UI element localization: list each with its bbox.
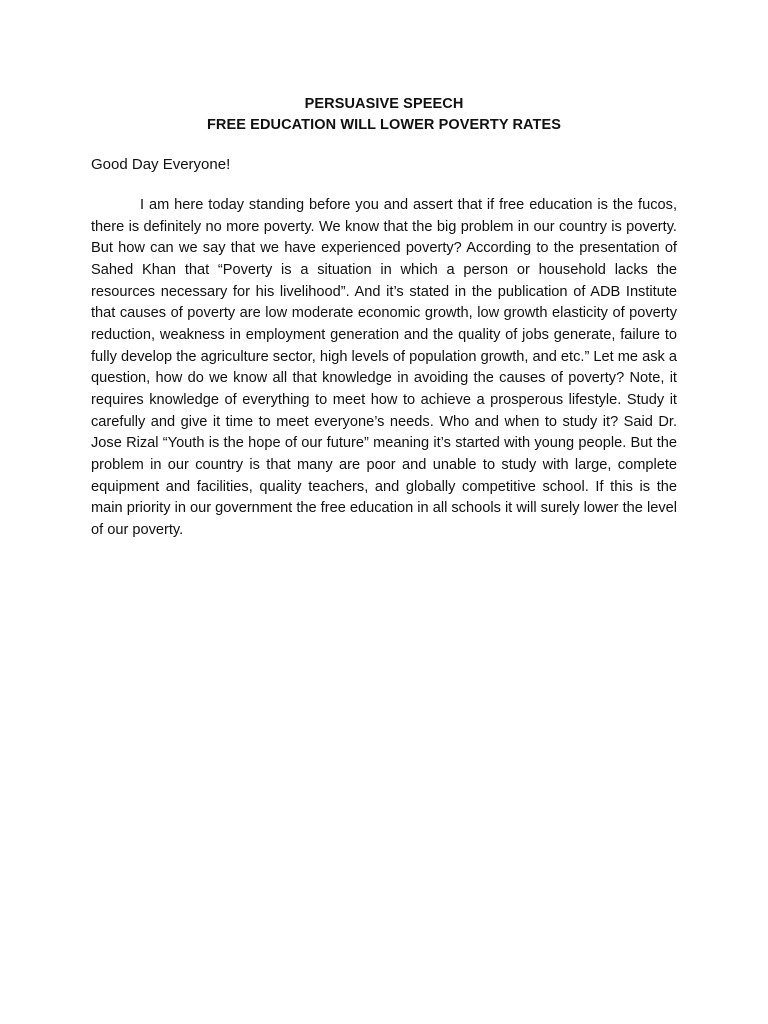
greeting: Good Day Everyone! <box>91 156 231 173</box>
title-block <box>0 94 768 136</box>
document-title: PERSUASIVE SPEECH <box>304 96 464 112</box>
body-paragraph: I am here today standing before you and assert that if free education is the fucos, there is definitely no more poverty. We know that the big problem in our country is poverty. But how can we say that we have experienced poverty? According to the presentation of Sahed Khan that “Poverty is a situation in which a person or household lacks the resources necessary for his livelihood”. And it’s stated in the publication of ADB Institute that causes of poverty are low moderate economic growth, low growth elasticity of poverty reduction, weakness in employment generation and the quality of jobs generate, failure to fully develop the agriculture sector, high levels of population growth, and etc.” Let me ask a question, how do we know all that knowledge in avoiding the causes of poverty? Note, it requires knowledge of everything to meet how to achieve a prosperous lifestyle. Study it carefully and give it time to meet everyone’s needs. Who and when to study it? Said Dr. Jose Rizal “Youth is the hope of our future” meaning it’s started with young people. But the problem in our country is that many are poor and unable to study with large, complete equipment and facilities, quality teachers, and globally competitive school. If this is the main priority in our government the free education in all schools it will surely lower the level of our poverty. <box>91 197 677 538</box>
document-subtitle: FREE EDUCATION WILL LOWER POVERTY RATES <box>206 117 562 133</box>
